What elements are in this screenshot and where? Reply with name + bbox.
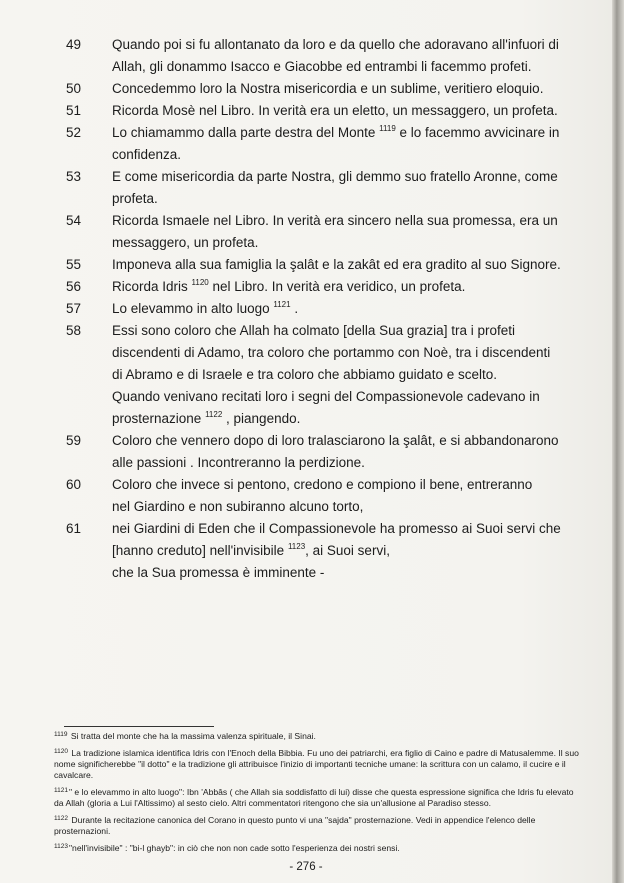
verse-number: 60 bbox=[66, 477, 82, 492]
footnote-ref: 1120 bbox=[191, 278, 209, 287]
verse-line: Allah, gli donammo Isacco e Giacobbe ed entrambi li facemmo profeti. bbox=[112, 59, 532, 74]
verse-line bbox=[112, 298, 572, 320]
verse-text bbox=[112, 254, 572, 276]
footnote-text: La tradizione islamica identifica Idris con l'Enoch della Bibbia. Fu uno dei patriarchi, era figlio di Caino e padre di Matusalemme. Il suo nome significherebbe "il dotto" e la tradizione gli attribuisce l'inizio di importanti tecniche umane: la scrittura con un calamo, il cucire e il cavalcare. bbox=[54, 748, 579, 780]
verse-segment: Lo elevammo in alto luogo bbox=[112, 301, 270, 316]
verse-number: 53 bbox=[66, 169, 82, 184]
verse-number: 51 bbox=[66, 103, 82, 118]
verse-line: profeta. bbox=[112, 191, 158, 206]
footnote-text: Si tratta del monte che ha la massima valenza spirituale, il Sinai. bbox=[70, 731, 316, 741]
verse-text bbox=[112, 78, 572, 100]
verse-58 bbox=[0, 320, 612, 430]
page-number: - 276 - bbox=[289, 861, 323, 873]
verse-55 bbox=[0, 254, 612, 276]
footnote-ref: 1122 bbox=[205, 410, 223, 419]
footnote-ref: 1123 bbox=[287, 542, 306, 551]
verse-53 bbox=[0, 166, 612, 210]
verse-text bbox=[112, 34, 572, 78]
verse-line: Coloro che invece si pentono, credono e compiono il bene, entreranno bbox=[112, 477, 533, 492]
verse-line bbox=[112, 540, 572, 562]
verse-line: Concedemmo loro la Nostra misericordia e un sublime, veritiero eloquio. bbox=[112, 81, 544, 96]
footnote-number: 1123 bbox=[54, 843, 68, 850]
verse-list bbox=[0, 34, 612, 584]
verse-50 bbox=[0, 78, 612, 100]
book-gutter bbox=[612, 0, 624, 883]
verse-text bbox=[112, 298, 572, 320]
footnote-divider bbox=[64, 726, 214, 727]
verse-segment: nel Libro. In verità era veridico, un profeta. bbox=[208, 279, 466, 294]
verse-60 bbox=[0, 474, 612, 518]
verse-number: 61 bbox=[66, 521, 82, 536]
footnote-ref: 1121 bbox=[273, 300, 291, 309]
footnote bbox=[54, 841, 584, 854]
verse-54 bbox=[0, 210, 612, 254]
footnote-ref: 1119 bbox=[379, 124, 396, 133]
verse-number: 52 bbox=[66, 125, 82, 140]
footnote-number: 1119 bbox=[54, 731, 68, 738]
verse-segment: e lo facemmo avvicinare in bbox=[395, 125, 560, 140]
verse-segment: , piangendo. bbox=[222, 411, 301, 426]
verse-line: Quando poi si fu allontanato da loro e da quello che adoravano all'infuori di bbox=[112, 37, 559, 52]
verse-line bbox=[112, 276, 572, 298]
verse-text bbox=[112, 474, 572, 518]
verse-text bbox=[112, 430, 572, 474]
verse-text bbox=[112, 166, 572, 210]
verse-51 bbox=[0, 100, 612, 122]
verse-57 bbox=[0, 298, 612, 320]
verse-segment: [hanno creduto] nell'invisibile bbox=[112, 543, 285, 558]
footnote-text: "nell'invisibile" : "bi-l ghayb": in ciò che non non cade sotto l'esperienza dei nostri sensi. bbox=[68, 843, 400, 853]
verse-line bbox=[112, 408, 572, 430]
verse-52 bbox=[0, 122, 612, 166]
footnotes bbox=[54, 729, 584, 858]
verse-line: confidenza. bbox=[112, 147, 182, 162]
verse-number: 58 bbox=[66, 323, 82, 338]
footnote-number: 1120 bbox=[54, 748, 68, 755]
verse-line: Ricorda Mosè nel Libro. In verità era un eletto, un messaggero, un profeta. bbox=[112, 103, 558, 118]
verse-number: 59 bbox=[66, 433, 82, 448]
footnote bbox=[54, 785, 584, 809]
verse-segment: prosternazione bbox=[112, 411, 202, 426]
verse-line bbox=[112, 122, 572, 144]
verse-line: messaggero, un profeta. bbox=[112, 235, 259, 250]
verse-text bbox=[112, 276, 572, 298]
verse-segment: Ricorda Idris bbox=[112, 279, 188, 294]
verse-line: Coloro che vennero dopo di loro tralasciarono la şalât, e si abbandonarono bbox=[112, 433, 559, 448]
footnote-number: 1122 bbox=[54, 815, 68, 822]
verse-line: E come misericordia da parte Nostra, gli demmo suo fratello Aronne, come bbox=[112, 169, 558, 184]
verse-number: 49 bbox=[66, 37, 82, 52]
verse-61 bbox=[0, 518, 612, 584]
verse-line: di Abramo e di Israele e tra coloro che abbiamo guidato e scelto. bbox=[112, 367, 497, 382]
verse-text bbox=[112, 320, 572, 430]
footnote-text: " e lo elevammo in alto luogo": Ibn 'Abbâs ( che Allah sia soddisfatto di lui) disse che questa espressione significa che Idris fu elevato da Allah (gloria a Lui l'Altissimo) al sesto cielo. Altri commentatori ritengono che sia un'allusione al Paradiso stesso. bbox=[54, 787, 574, 808]
verse-line: discendenti di Adamo, tra coloro che portammo con Noè, tra i discendenti bbox=[112, 345, 551, 360]
verse-number: 55 bbox=[66, 257, 82, 272]
footnote bbox=[54, 729, 584, 742]
verse-line: Imponeva alla sua famiglia la şalât e la zakât ed era gradito al suo Signore. bbox=[112, 257, 561, 272]
verse-59 bbox=[0, 430, 612, 474]
verse-text bbox=[112, 122, 572, 166]
verse-text bbox=[112, 518, 572, 584]
verse-line: che la Sua promessa è imminente - bbox=[112, 565, 325, 580]
verse-text bbox=[112, 210, 572, 254]
verse-segment: . bbox=[290, 301, 299, 316]
footnote bbox=[54, 813, 584, 837]
verse-49 bbox=[0, 34, 612, 78]
footnote-number: 1121 bbox=[54, 787, 68, 794]
verse-line: alle passioni . Incontreranno la perdizione. bbox=[112, 455, 365, 470]
verse-line: Essi sono coloro che Allah ha colmato [della Sua grazia] tra i profeti bbox=[112, 323, 515, 338]
verse-line: Quando venivano recitati loro i segni del Compassionevole cadevano in bbox=[112, 389, 540, 404]
verse-number: 54 bbox=[66, 213, 82, 228]
verse-text bbox=[112, 100, 572, 122]
verse-line: Ricorda Ismaele nel Libro. In verità era sincero nella sua promessa, era un bbox=[112, 213, 558, 228]
footnote bbox=[54, 746, 584, 781]
verse-number: 56 bbox=[66, 279, 82, 294]
verse-56 bbox=[0, 276, 612, 298]
verse-segment: Lo chiamammo dalla parte destra del Monte bbox=[112, 125, 376, 140]
verse-number: 57 bbox=[66, 301, 82, 316]
verse-line: nel Giardino e non subiranno alcuno torto, bbox=[112, 499, 364, 514]
footnote-text: Durante la recitazione canonica del Corano in questo punto vi una "sajda" prosternazione. Vedi in appendice l'elenco delle prosternazioni. bbox=[54, 815, 536, 836]
verse-number: 50 bbox=[66, 81, 82, 96]
verse-line: nei Giardini di Eden che il Compassionevole ha promesso ai Suoi servi che bbox=[112, 521, 561, 536]
verse-segment: , ai Suoi servi, bbox=[305, 543, 390, 558]
